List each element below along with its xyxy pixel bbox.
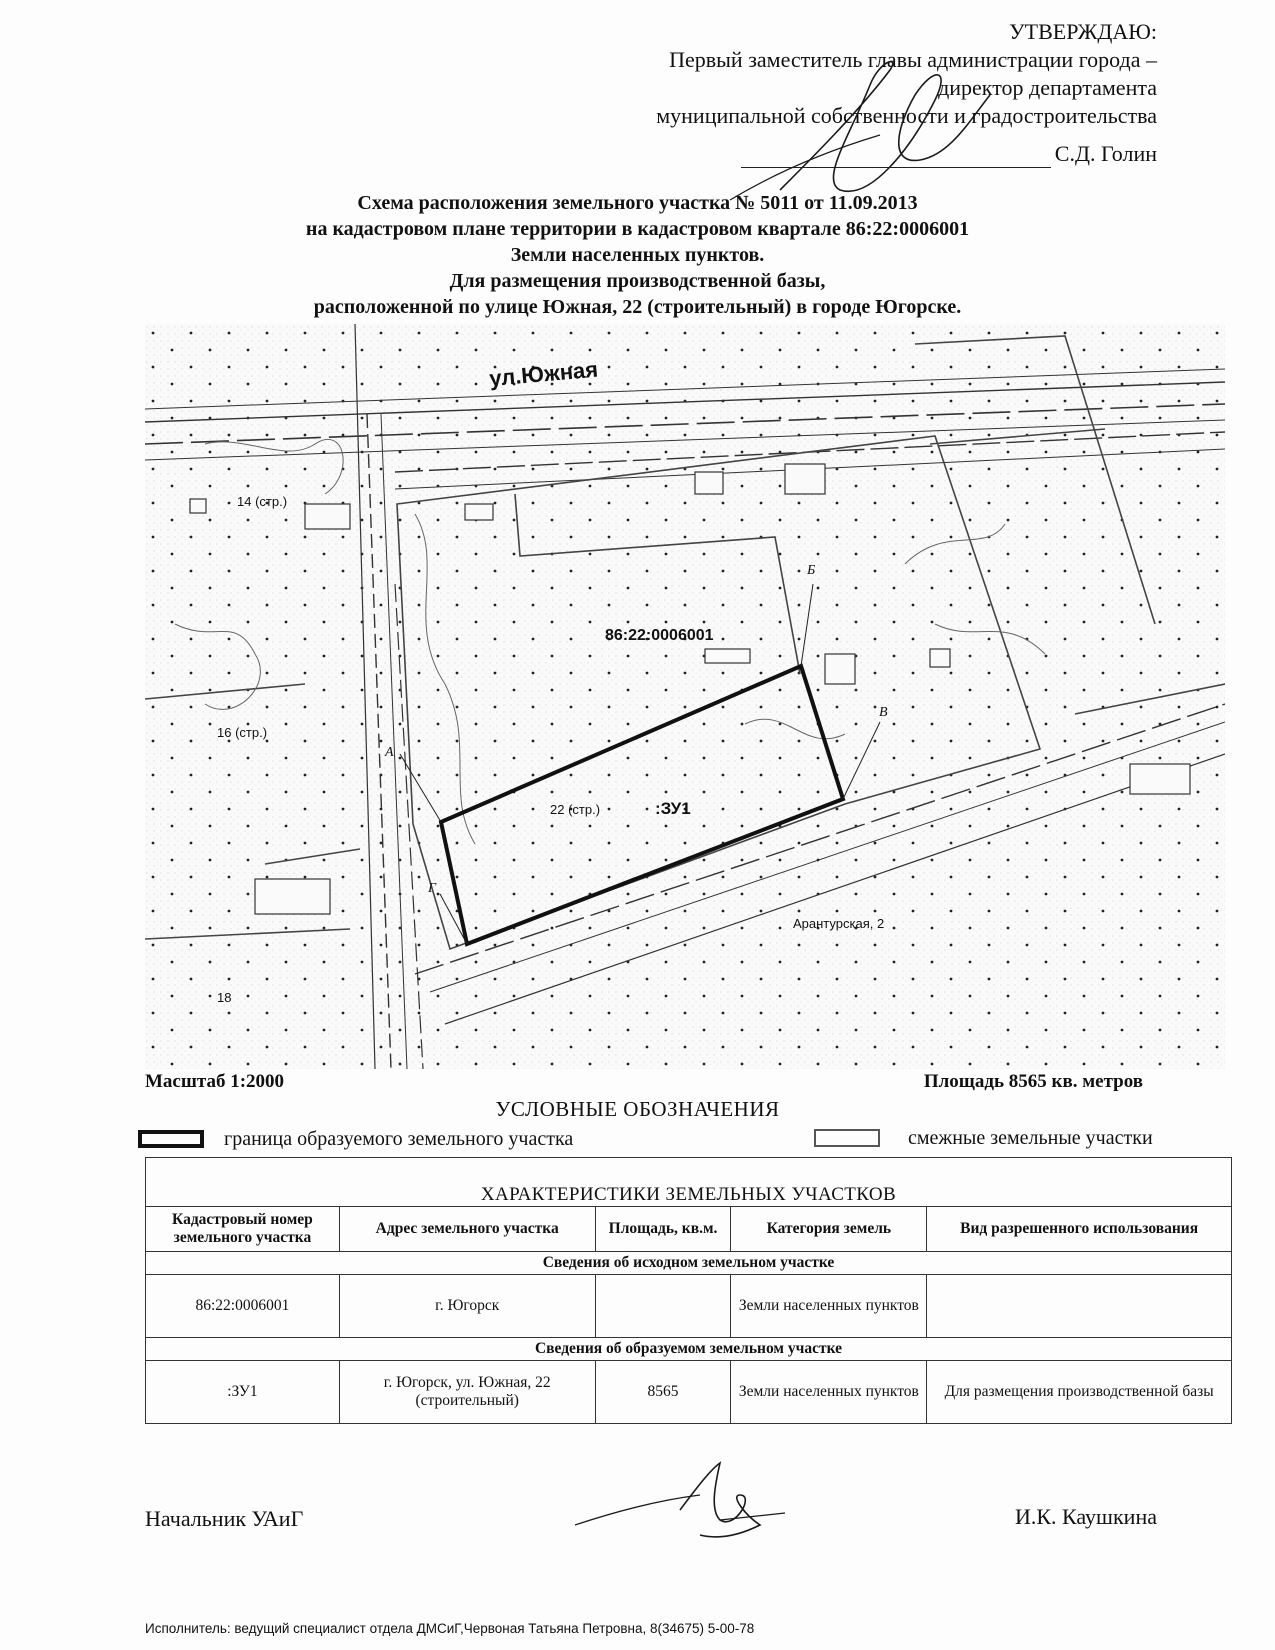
- vertex-a-label: А: [385, 745, 394, 760]
- table-row: [146, 1361, 1232, 1424]
- cell-area: [595, 1275, 731, 1338]
- title-line-1: Схема расположения земельного участка № 5011 от 11.09.2013: [357, 192, 918, 214]
- chief-title: Начальник УАиГ: [145, 1506, 304, 1531]
- approval-signature: [720, 40, 1000, 210]
- approval-position-line-1: Первый заместитель главы администрации города –: [669, 47, 1157, 72]
- legend-title: УСЛОВНЫЕ ОБОЗНАЧЕНИЯ: [495, 1097, 780, 1121]
- approval-heading: УТВЕРЖДАЮ:: [1009, 19, 1157, 44]
- cell-address: г. Югорск, ул. Южная, 22 (строительный): [339, 1361, 595, 1424]
- approval-position-line-2: директор департамента: [938, 75, 1157, 100]
- legend-label-formed-parcel: граница образуемого земельного участка: [224, 1128, 574, 1150]
- vertex-v-label: В: [879, 705, 888, 720]
- header-permitted-use: Вид разрешенного использования: [927, 1207, 1232, 1252]
- parcel-area: Площадь 8565 кв. метров: [923, 1071, 1143, 1092]
- header-address: Адрес земельного участка: [339, 1207, 595, 1252]
- executor-line: Исполнитель: ведущий специалист отдела ДМСиГ,Червоная Татьяна Петровна, 8(34675) 5-00-78: [145, 1621, 755, 1636]
- title-line-5: расположенной по улице Южная, 22 (строительный) в городе Югорске.: [313, 296, 962, 318]
- neighbor-label: Арантурская, 2: [793, 916, 885, 931]
- section-formed-label: Сведения об образуемом земельном участке: [146, 1338, 1232, 1361]
- street-label: ул.Южная: [488, 356, 599, 391]
- vertex-b-label: Б: [807, 563, 816, 578]
- header-area: Площадь, кв.м.: [595, 1207, 731, 1252]
- section-row-source: [146, 1252, 1232, 1275]
- title-line-2: на кадастровом плане территории в кадастровом квартале 86:22:0006001: [305, 218, 970, 240]
- table-caption: ХАРАКТЕРИСТИКИ ЗЕМЕЛЬНЫХ УЧАСТКОВ: [146, 1158, 1232, 1207]
- cell-land-category: Земли населенных пунктов: [731, 1361, 927, 1424]
- parcel-characteristics-table: [145, 1157, 1232, 1424]
- title-line-3: Земли населенных пунктов.: [510, 244, 765, 266]
- cell-cadastral-number: 86:22:0006001: [146, 1275, 340, 1338]
- cell-permitted-use: Для размещения производственной базы: [927, 1361, 1232, 1424]
- table-caption-row: [146, 1158, 1232, 1207]
- vertex-g-label: Г: [428, 881, 436, 896]
- header-cadastral-number: Кадастровый номер земельного участка: [146, 1207, 340, 1252]
- section-source-label: Сведения об исходном земельном участке: [146, 1252, 1232, 1275]
- cell-permitted-use: [927, 1275, 1232, 1338]
- lot-18-label: 18: [217, 990, 232, 1005]
- section-row-formed: [146, 1338, 1232, 1361]
- legend-swatch-formed-parcel: [138, 1130, 204, 1148]
- legend-swatch-adjacent-parcels: [814, 1129, 880, 1147]
- cell-area: 8565: [595, 1361, 731, 1424]
- quarter-number-label: 86:22:0006001: [605, 627, 714, 644]
- chief-signature: [570, 1455, 800, 1545]
- legend-label-adjacent-parcels: смежные земельные участки: [908, 1127, 1153, 1149]
- table-header-row: [146, 1207, 1232, 1252]
- approval-position-line-3: муниципальной собственности и градостроительства: [656, 103, 1157, 128]
- chief-name: И.К. Каушкина: [1014, 1504, 1157, 1529]
- lot-14-label: 14 (стр.): [237, 494, 288, 509]
- lot-16-label: 16 (стр.): [217, 725, 268, 740]
- approval-signer-name: С.Д. Голин: [1054, 141, 1157, 166]
- header-land-category: Категория земель: [731, 1207, 927, 1252]
- document-title: [0, 190, 1275, 320]
- parcel-label: :ЗУ1: [655, 799, 691, 818]
- title-line-4: Для размещения производственной базы,: [449, 270, 826, 292]
- cell-land-category: Земли населенных пунктов: [731, 1275, 927, 1338]
- cell-cadastral-number: :ЗУ1: [146, 1361, 340, 1424]
- table-row: [146, 1275, 1232, 1338]
- map-scale: Масштаб 1:2000: [145, 1071, 285, 1092]
- cadastral-map: [145, 324, 1225, 1069]
- parcel-address-label: 22 (стр.): [550, 802, 601, 817]
- cell-address: г. Югорск: [339, 1275, 595, 1338]
